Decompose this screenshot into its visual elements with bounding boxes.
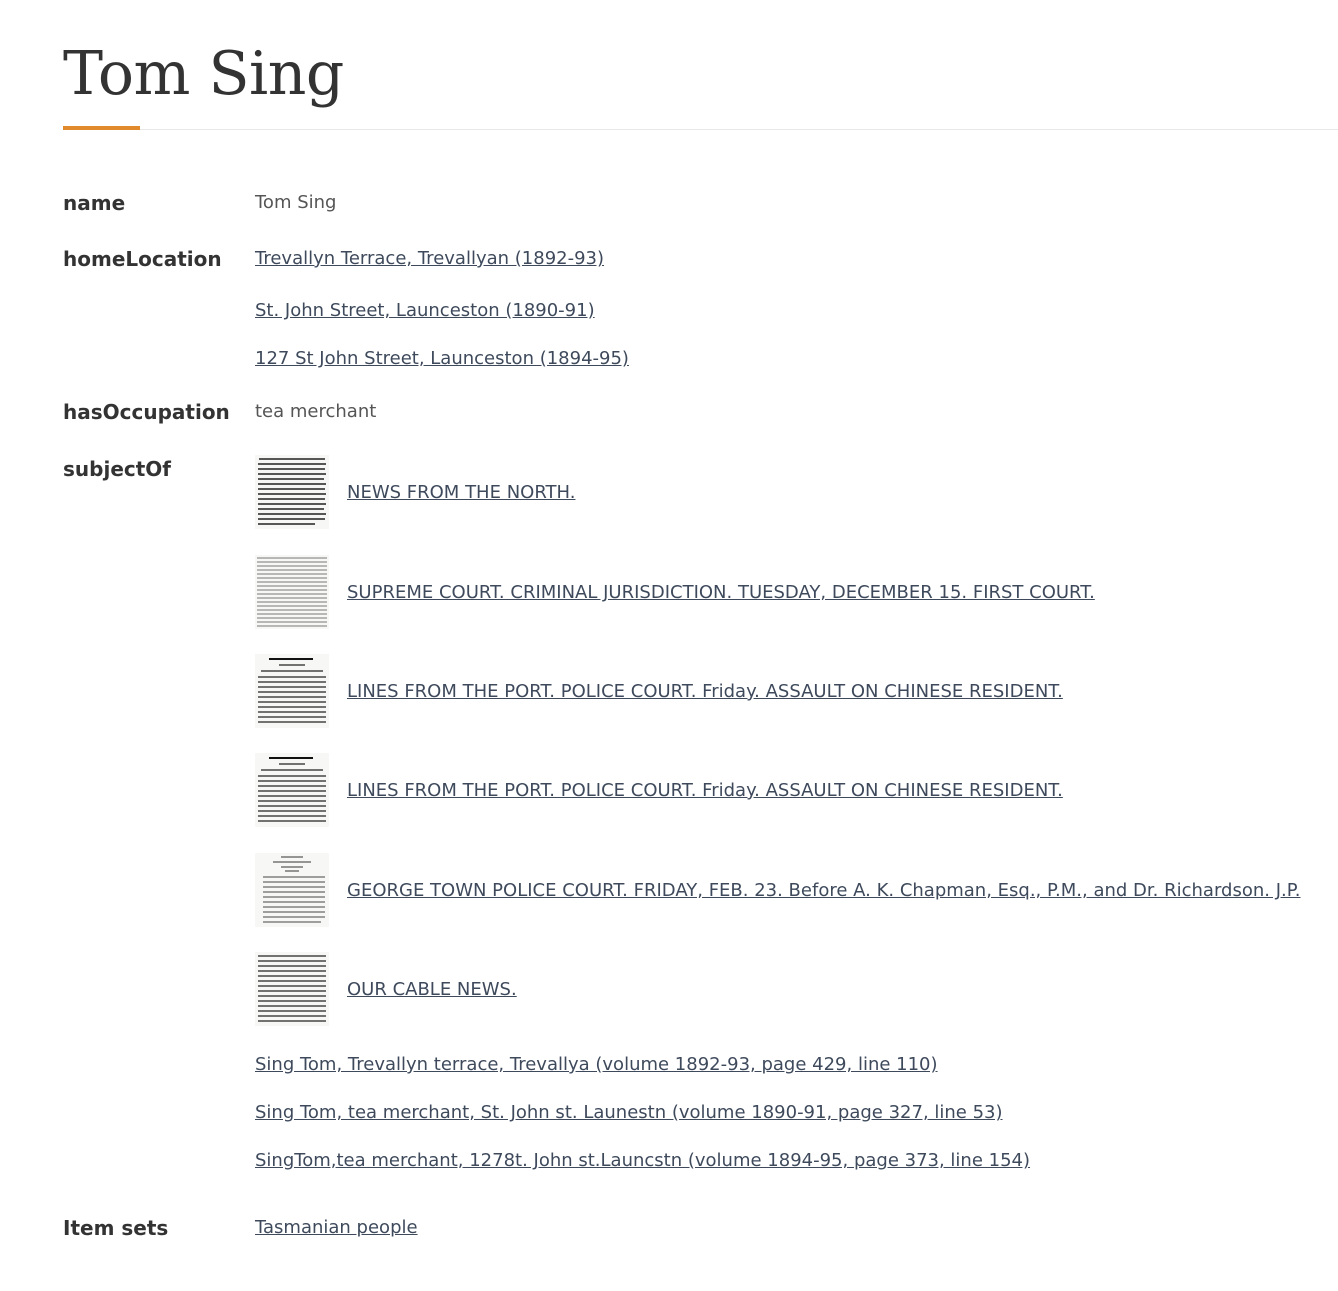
article-link[interactable]: LINES FROM THE PORT. POLICE COURT. Friday. ASSAULT ON CHINESE RESIDENT. <box>347 780 1063 801</box>
directory-record-link[interactable]: Sing Tom, tea merchant, St. John st. Launestn (volume 1890-91, page 327, line 53) <box>255 1102 1003 1123</box>
occupation-value: tea merchant <box>255 401 377 422</box>
property-label-hasoccupation: hasOccupation <box>63 400 230 424</box>
property-label-homelocation: homeLocation <box>63 247 222 271</box>
property-label-subjectof: subjectOf <box>63 457 171 481</box>
newspaper-clipping-thumbnail-icon[interactable] <box>255 753 329 827</box>
newspaper-clipping-thumbnail-icon[interactable] <box>255 654 329 728</box>
newspaper-clipping-thumbnail-icon[interactable] <box>255 455 329 529</box>
page-title: Tom Sing <box>63 39 344 109</box>
property-values-name <box>255 189 336 217</box>
item-set-link[interactable]: Tasmanian people <box>255 1217 418 1238</box>
property-label-name: name <box>63 191 126 215</box>
home-location-link[interactable]: St. John Street, Launceston (1890-91) <box>255 300 595 321</box>
article-link[interactable]: LINES FROM THE PORT. POLICE COURT. Friday. ASSAULT ON CHINESE RESIDENT. <box>347 681 1063 702</box>
article-link[interactable]: GEORGE TOWN POLICE COURT. FRIDAY, FEB. 23. Before A. K. Chapman, Esq., P.M., and Dr. Richardson. J.P. <box>347 880 1301 901</box>
directory-record-link[interactable]: SingTom,tea merchant, 1278t. John st.Launcstn (volume 1894-95, page 373, line 154) <box>255 1150 1031 1171</box>
property-label-item-sets: Item sets <box>63 1216 169 1240</box>
article-link[interactable]: SUPREME COURT. CRIMINAL JURISDICTION. TUESDAY, DECEMBER 15. FIRST COURT. <box>347 582 1095 603</box>
name-value: Tom Sing <box>255 192 337 213</box>
article-link[interactable]: OUR CABLE NEWS. <box>347 979 517 1000</box>
item-page <box>63 0 1338 1240</box>
page-header <box>63 0 1338 130</box>
home-location-link[interactable]: 127 St John Street, Launceston (1894-95) <box>255 348 629 369</box>
directory-record-link[interactable]: Sing Tom, Trevallyn terrace, Trevallya (volume 1892-93, page 429, line 110) <box>255 1054 938 1075</box>
property-values-hasoccupation <box>255 398 376 426</box>
title-accent-bar <box>63 126 140 130</box>
article-link[interactable]: NEWS FROM THE NORTH. <box>347 482 576 503</box>
home-location-link[interactable]: Trevallyn Terrace, Trevallyan (1892-93) <box>255 248 605 269</box>
newspaper-clipping-thumbnail-icon[interactable] <box>255 555 329 629</box>
newspaper-clipping-thumbnail-icon[interactable] <box>255 952 329 1026</box>
newspaper-clipping-thumbnail-icon[interactable] <box>255 853 329 927</box>
